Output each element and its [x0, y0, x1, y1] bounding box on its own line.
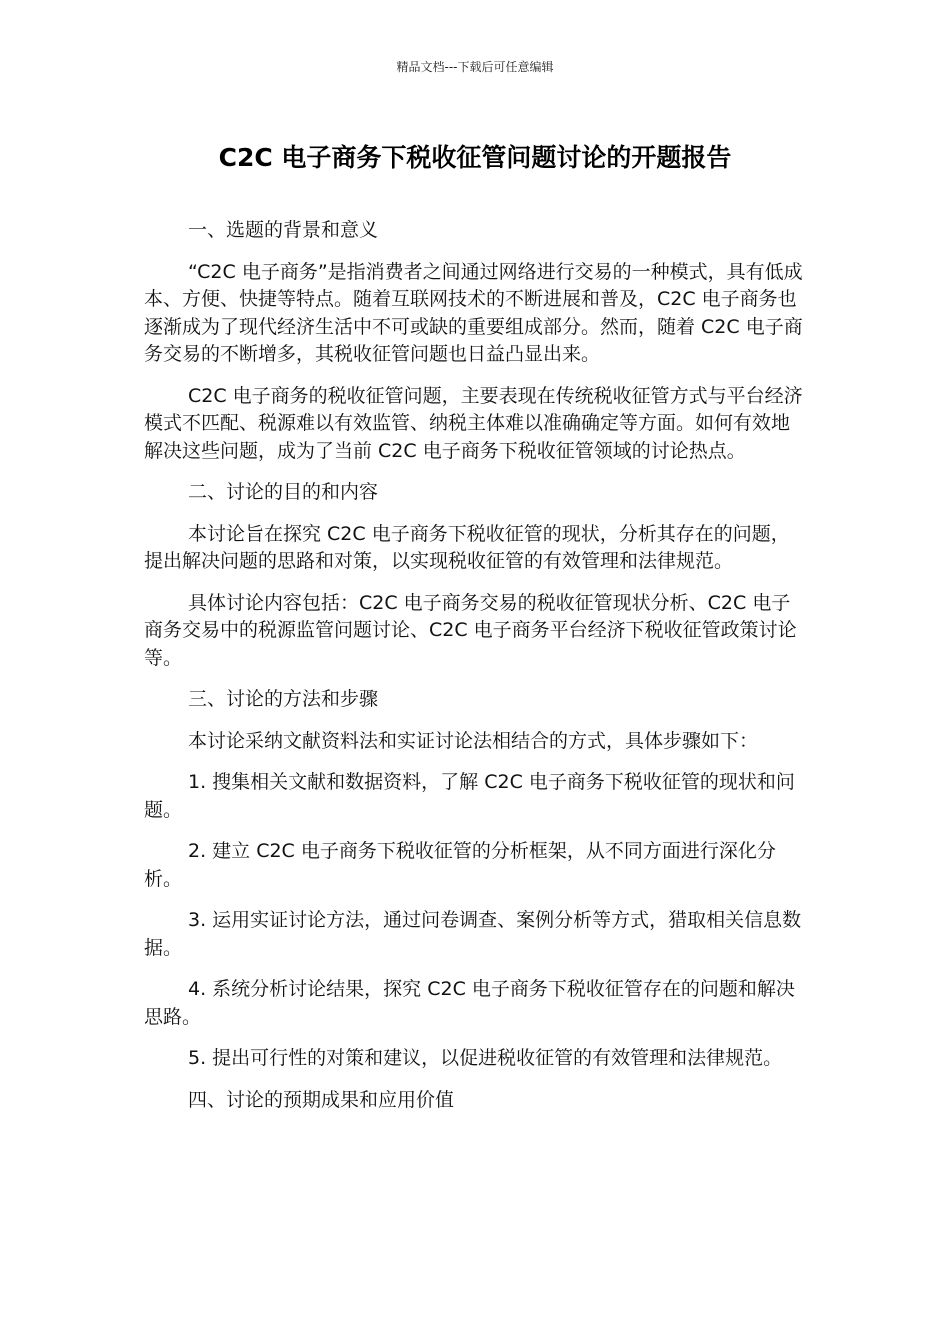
method-step: 5. 提出可行性的对策和建议，以促进税收征管的有效管理和法律规范。 [188, 1047, 783, 1069]
section-heading-method: 三、讨论的方法和步骤 [188, 688, 379, 710]
section-heading-outcomes: 四、讨论的预期成果和应用价值 [188, 1088, 455, 1111]
method-step: 1. 搜集相关文献和数据资料，了解 C2C 电子商务下税收征管的现状和问题。 [144, 771, 795, 821]
section-heading-background: 一、选题的背景和意义 [188, 219, 379, 241]
paragraph-method-intro: 本讨论采纳文献资料法和实证讨论法相结合的方式，具体步骤如下： [188, 729, 759, 752]
paragraph-purpose-2: 具体讨论内容包括：C2C 电子商务交易的税收征管现状分析、C2C 电子商务交易中的税源监管问题讨论、C2C 电子商务平台经济下税收征管政策讨论等。 [144, 591, 797, 669]
method-step: 4. 系统分析讨论结果，探究 C2C 电子商务下税收征管存在的问题和解决思路。 [144, 978, 795, 1028]
method-step: 3. 运用实证讨论方法，通过问卷调查、案例分析等方式，猎取相关信息数据。 [144, 909, 802, 959]
method-step: 2. 建立 C2C 电子商务下税收征管的分析框架，从不同方面进行深化分析。 [144, 840, 776, 890]
paragraph-background-2: C2C 电子商务的税收征管问题，主要表现在传统税收征管方式与平台经济模式不匹配、税源难以有效监管、纳税主体难以准确确定等方面。如何有效地解决这些问题，成为了当前 C2C 电子商务下税收征管领域的讨论热点。 [144, 384, 803, 462]
document-body [144, 217, 806, 1128]
document-title: C2C 电子商务下税收征管问题讨论的开题报告 [218, 143, 732, 172]
section-heading-purpose: 二、讨论的目的和内容 [188, 481, 379, 503]
paragraph-purpose-1: 本讨论旨在探究 C2C 电子商务下税收征管的现状，分析其存在的问题，提出解决问题的思路和对策，以实现税收征管的有效管理和法律规范。 [144, 522, 790, 572]
header-note: 精品文档---下载后可任意编辑 [396, 60, 554, 74]
paragraph-background-1: “C2C 电子商务”是指消费者之间通过网络进行交易的一种模式，具有低成本、方便、快捷等特点。随着互联网技术的不断进展和普及，C2C 电子商务也逐渐成为了现代经济生活中不可或缺的重要组成部分。然而，随着 C2C 电子商务交易的不断增多，其税收征管问题也日益凸显出来。 [144, 260, 803, 365]
